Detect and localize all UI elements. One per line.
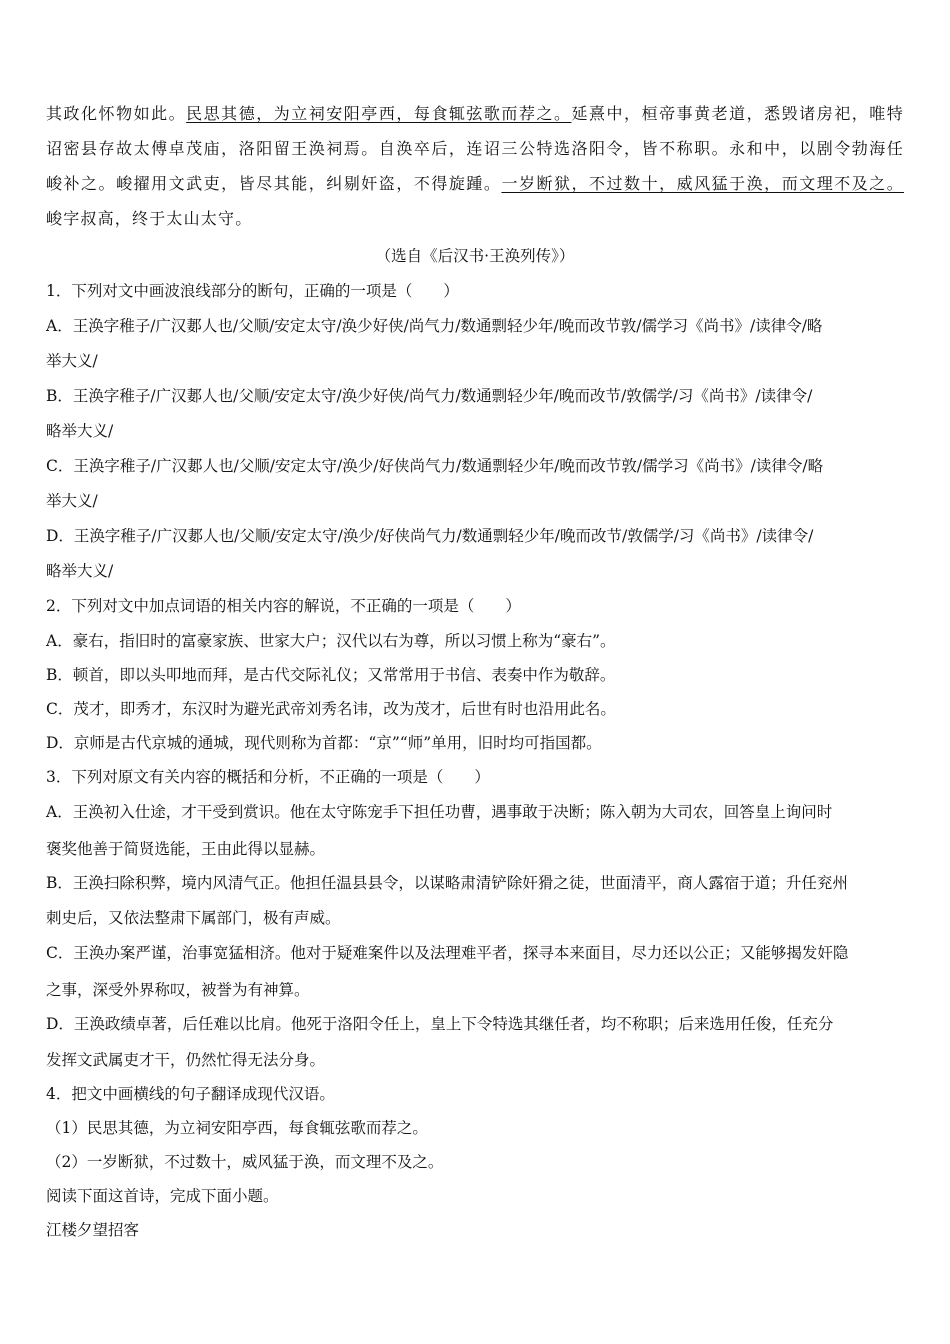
question-2-stem: 2．下列对文中加点词语的相关内容的解说，不正确的一项是（ ） xyxy=(46,597,521,615)
question-1-option-b-cont: 略举大义/ xyxy=(46,422,114,440)
question-1-option-d: D．王涣字稚子/广汉郪人也/父顺/安定太守/涣少/好侠尚气力/数通剽轻少年/晚而改节/敦儒学/习《尚书》/读律令/ xyxy=(46,527,814,545)
passage-text: 其政化怀物如此。 xyxy=(46,104,187,123)
question-1-option-d-cont: 略举大义/ xyxy=(46,562,114,580)
question-3-option-d-cont: 发挥文武属吏才干，仍然忙得无法分身。 xyxy=(46,1051,326,1069)
question-3-option-b: B．王涣扫除积弊，境内风清气正。他担任温县县令，以谋略肃清铲除奸猾之徒，世面清平，商人露宿于道；升任兖州 xyxy=(46,874,848,892)
question-3-option-c-cont: 之事，深受外界称叹，被誉为有神算。 xyxy=(46,981,310,999)
question-2-option-b: B．顿首，即以头叩地而拜，是古代交际礼仪；又常常用于书信、表奏中作为敬辞。 xyxy=(46,666,616,684)
question-4-stem: 4．把文中画横线的句子翻译成现代汉语。 xyxy=(46,1085,335,1103)
question-2-option-d: D．京师是古代京城的通城，现代则称为首都：“京”“师”单用，旧时均可指国都。 xyxy=(46,734,602,752)
question-1-option-c-cont: 举大义/ xyxy=(46,492,98,510)
question-3-option-a-cont: 褒奖他善于简贤选能，王由此得以显赫。 xyxy=(46,840,326,858)
underlined-sentence-2: 一岁断狱，不过数十，威风猛于涣，而文理不及之。 xyxy=(501,174,904,193)
reading-instruction: 阅读下面这首诗，完成下面小题。 xyxy=(46,1187,279,1205)
question-1-option-c: C．王涣字稚子/广汉郪人也/父顺/安定太守/涣少/好侠尚气力/数通剽轻少年/晚而改节敦/儒学习《尚书》/读律令/略 xyxy=(46,457,824,475)
passage-text: 峻字叔高，终于太山太守。 xyxy=(46,209,253,228)
question-2-option-a: A．豪右，指旧时的富豪家族、世家大户；汉代以右为尊，所以习惯上称为“豪右”。 xyxy=(46,632,616,650)
source-citation: （选自《后汉书·王涣列传》） xyxy=(375,247,575,265)
question-3-option-b-cont: 刺史后，又依法整肃下属部门，极有声威。 xyxy=(46,909,341,927)
underlined-sentence-1: 民思其德，为立祠安阳亭西，每食辄弦歌而荐之。 xyxy=(186,104,572,123)
question-3-option-a: A．王涣初入仕途，才干受到赏识。他在太守陈宠手下担任功曹，遇事敢于决断；陈入朝为大司农，回答皇上询问时 xyxy=(46,803,833,821)
question-3-option-c: C．王涣办案严谨，治事宽猛相济。他对于疑难案件以及法理难平者，探寻本来面目，尽力还以公正；又能够揭发奸隐 xyxy=(46,944,849,962)
question-2-option-c: C．茂才，即秀才，东汉时为避光武帝刘秀名讳，改为茂才，后世有时也沿用此名。 xyxy=(46,700,616,718)
question-3-option-d: D．王涣政绩卓著，后任难以比肩。他死于洛阳令任上，皇上下令特选其继任者，均不称职；后来选用任俊，任充分 xyxy=(46,1015,834,1033)
question-1-option-b: B．王涣字稚子/广汉郪人也/父顺/安定太守/涣少好侠/尚气力/数通剽轻少年/晚而改节/敦儒学/习《尚书》/读律令/ xyxy=(46,387,813,405)
question-3-stem: 3．下列对原文有关内容的概括和分析，不正确的一项是（ ） xyxy=(46,768,490,786)
poem-title: 江楼夕望招客 xyxy=(46,1221,140,1239)
passage-text: 延熹中，桓帝事黄老道，悉毁诸房祀，唯特诏密县存故太傅卓茂庙，洛阳留王涣祠焉。自涣卒后，连诏三公特选洛阳令，皆不称职。永和中，以剧令勃海任峻补之。峻擢用文武吏，皆尽其能，纠剔奸盗，不得旋踵。 xyxy=(46,104,904,193)
question-4-sentence-1: （1）民思其德，为立祠安阳亭西，每食辄弦歌而荐之。 xyxy=(46,1119,428,1137)
question-4-sentence-2: （2）一岁断狱，不过数十，威风猛于涣，而文理不及之。 xyxy=(46,1153,444,1171)
question-1-option-a-cont: 举大义/ xyxy=(46,352,98,370)
question-1-option-a: A．王涣字稚子/广汉郪人也/父顺/安定太守/涣少好侠/尚气力/数通剽轻少年/晚而改节敦/儒学习《尚书》/读律令/略 xyxy=(46,317,823,335)
question-1-stem: 1．下列对文中画波浪线部分的断句，正确的一项是（ ） xyxy=(46,282,459,300)
passage-paragraph xyxy=(46,96,904,236)
